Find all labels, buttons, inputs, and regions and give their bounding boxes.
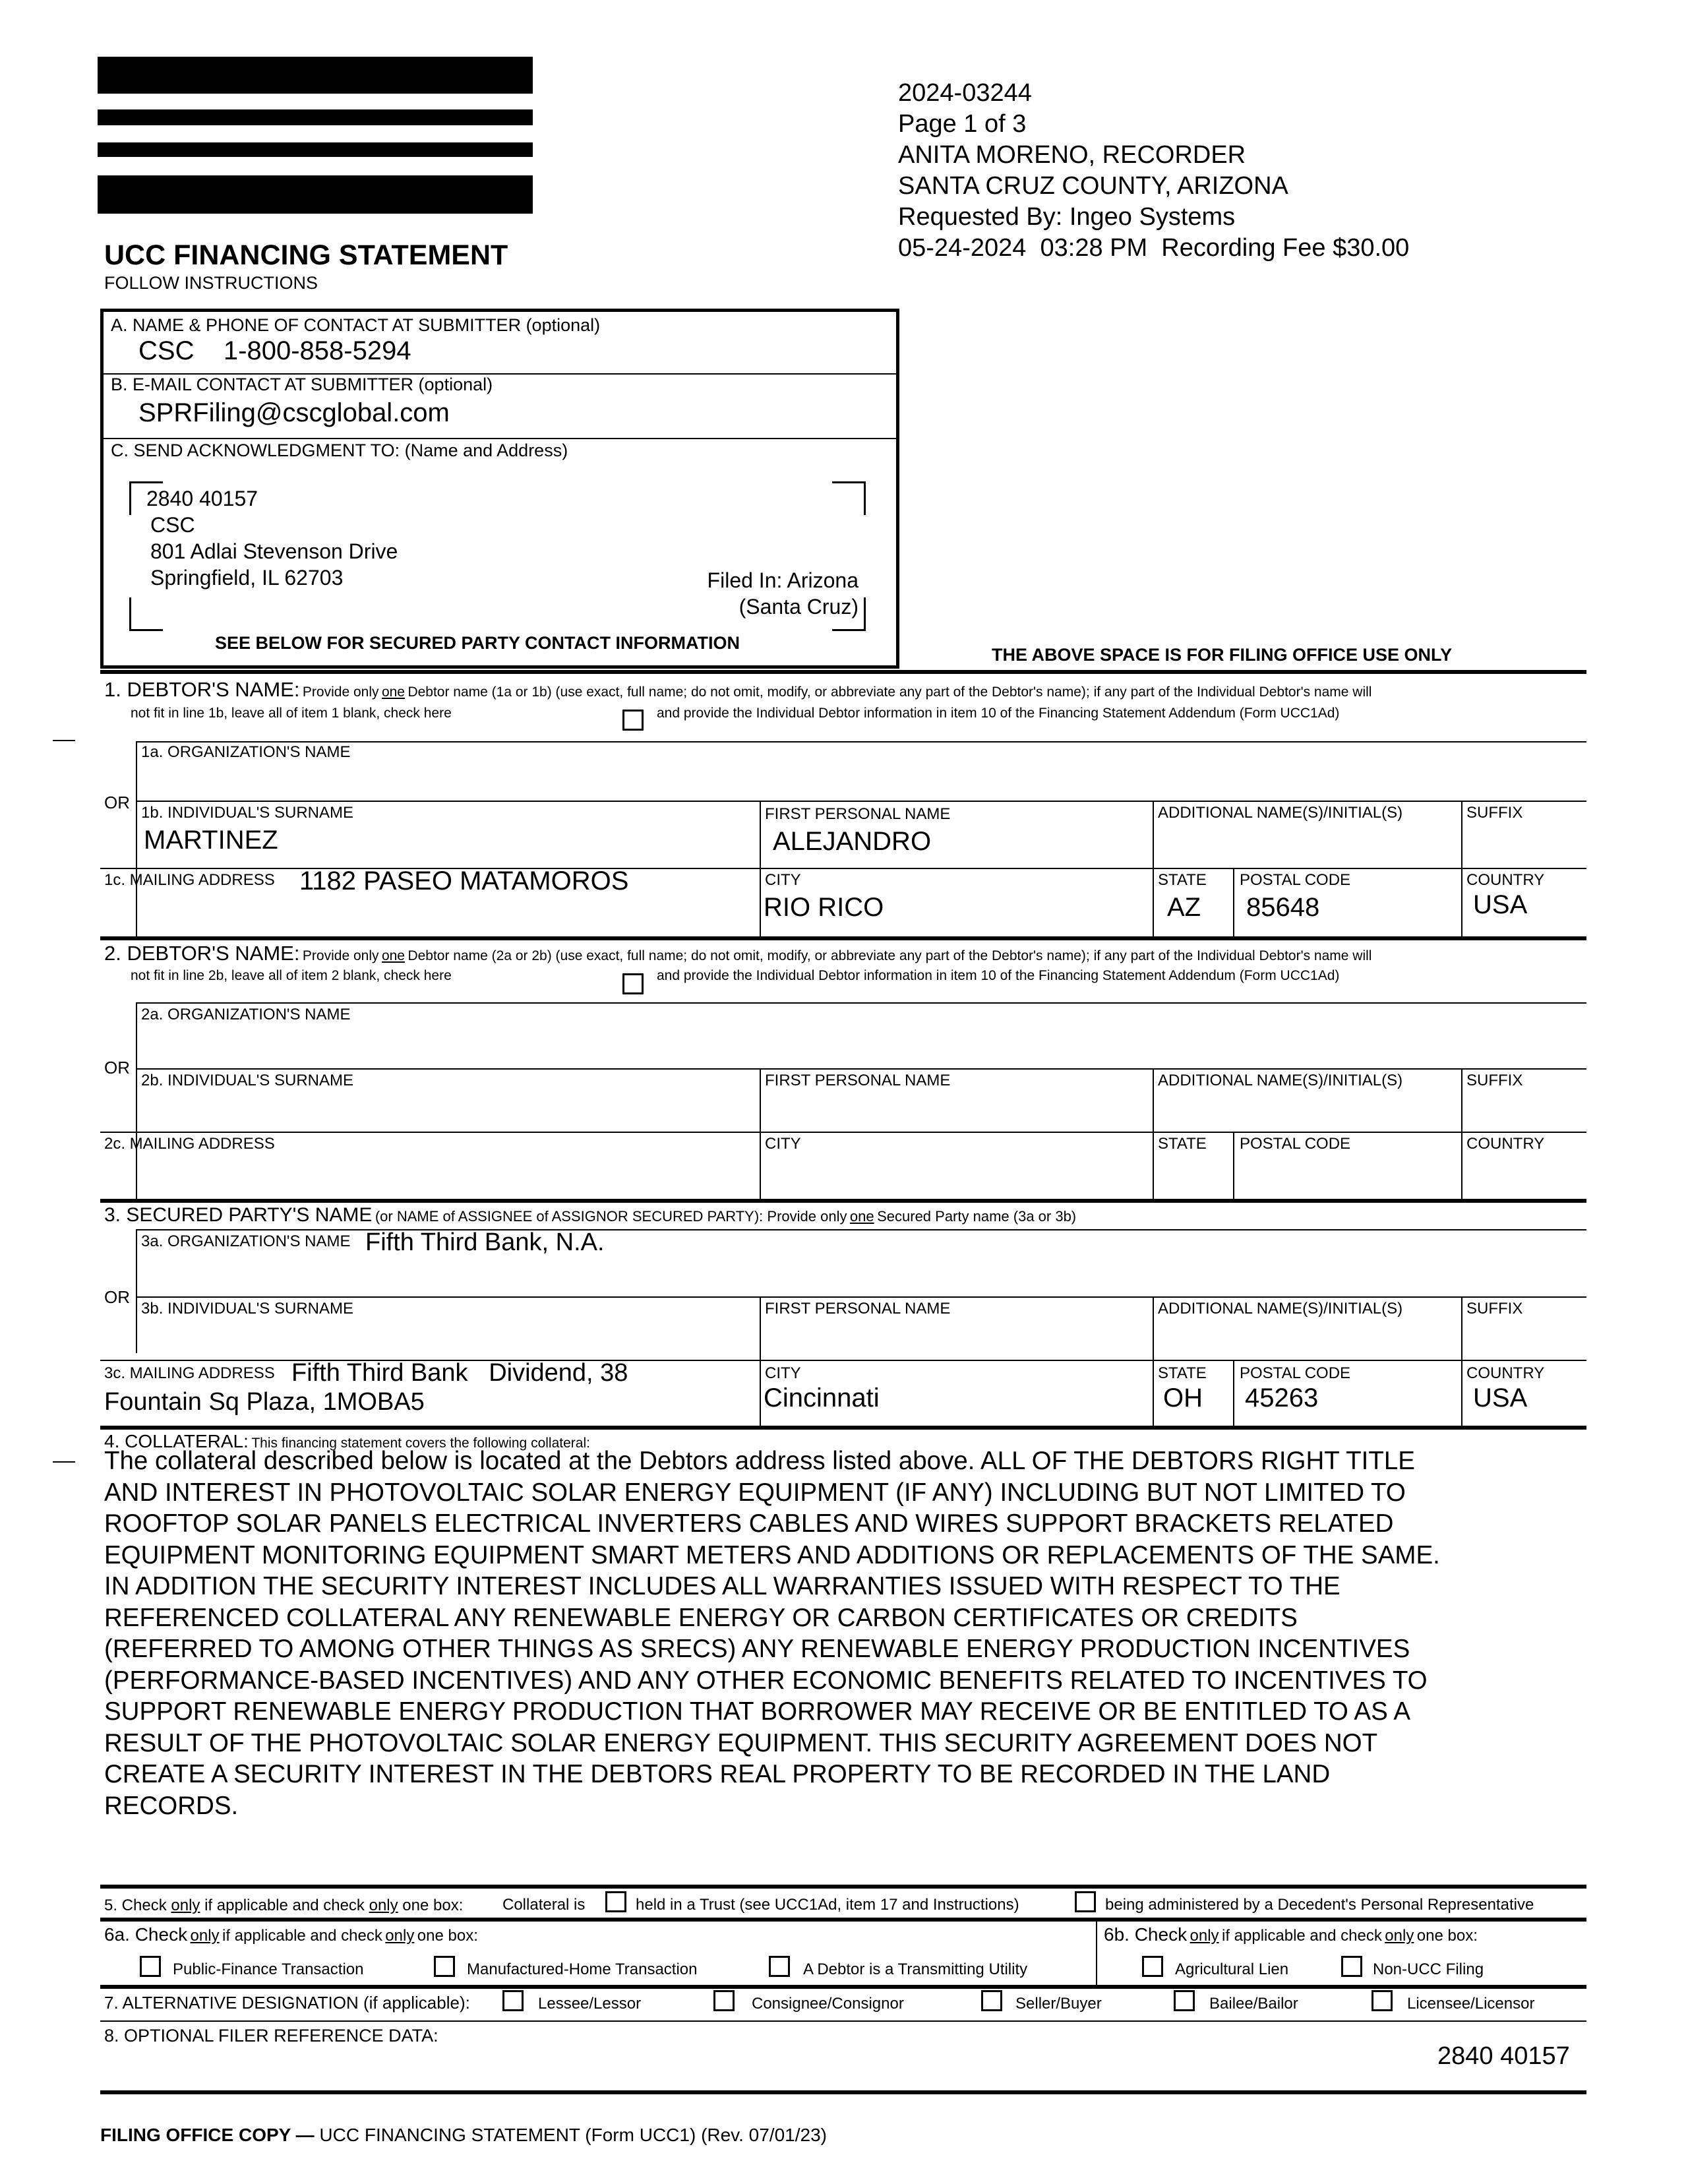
debtor1-suffix-label: SUFFIX <box>1466 804 1523 822</box>
item6a-only-2: only <box>385 1927 415 1945</box>
ack-line-street: 801 Adlai Stevenson Drive <box>150 539 398 563</box>
secured-or: OR <box>104 1287 130 1307</box>
secured-postal-label: POSTAL CODE <box>1240 1364 1351 1382</box>
margin-tick-2 <box>53 1461 75 1463</box>
debtor2-state-label: STATE <box>1158 1135 1207 1153</box>
margin-tick-1 <box>53 740 75 741</box>
filed-in <box>659 567 859 620</box>
debtor2-addl-label: ADDITIONAL NAME(S)/INITIAL(S) <box>1158 1072 1403 1089</box>
secured-addl-label: ADDITIONAL NAME(S)/INITIAL(S) <box>1158 1300 1403 1318</box>
debtor2-title: 2. DEBTOR'S NAME: <box>104 942 300 965</box>
item7-seller-checkbox[interactable] <box>981 1990 1002 2011</box>
item6a-only-1: only <box>190 1927 220 1945</box>
recorder-name: ANITA MORENO, RECORDER <box>898 141 1246 169</box>
ack-address <box>146 485 398 591</box>
item6b-non-ucc-checkbox[interactable] <box>1341 1956 1362 1977</box>
recording-stamp <box>898 78 1409 264</box>
email-label: B. E-MAIL CONTACT AT SUBMITTER (optional) <box>111 375 493 394</box>
item5-decedent-checkbox[interactable] <box>1075 1891 1096 1912</box>
item7-licensee-label: Licensee/Licensor <box>1407 1995 1535 2013</box>
item6a-transmitting-utility-label: A Debtor is a Transmitting Utility <box>803 1960 1028 1978</box>
debtor1-instr-c: not fit in line 1b, leave all of item 1 blank, check here <box>131 706 452 721</box>
contact-name-phone: CSC 1-800-858-5294 <box>138 336 411 365</box>
item5-only-1: only <box>171 1896 200 1914</box>
debtor1-header <box>104 678 1372 702</box>
debtor2-instr-c: not fit in line 2b, leave all of item 2 blank, check here <box>131 968 452 983</box>
ack-line-city: Springfield, IL 62703 <box>150 566 344 590</box>
footer-copy-label: FILING OFFICE COPY — <box>100 2125 315 2145</box>
debtor1-state: AZ <box>1167 893 1201 922</box>
item6a-label-a: 6a. Check <box>104 1924 188 1945</box>
debtor1-surname: MARTINEZ <box>144 826 278 855</box>
debtor1-state-label: STATE <box>1158 871 1207 889</box>
item7-consignee-label: Consignee/Consignor <box>752 1995 904 2013</box>
item7-lessee-checkbox[interactable] <box>502 1990 524 2011</box>
item5-only-2: only <box>369 1896 398 1914</box>
secured-mail-label: 3c. MAILING ADDRESS <box>104 1364 275 1382</box>
debtor1-addendum-checkbox[interactable] <box>622 710 644 731</box>
debtor2-instr-a: Provide only <box>302 948 379 963</box>
ack-corner-bl <box>129 597 163 631</box>
contact-name-label: A. NAME & PHONE OF CONTACT AT SUBMITTER (optional) <box>111 315 601 335</box>
debtor2-org-label: 2a. ORGANIZATION'S NAME <box>141 1006 351 1023</box>
item7-label: 7. ALTERNATIVE DESIGNATION (if applicable): <box>104 1993 470 2013</box>
item6b-agricultural-lien-checkbox[interactable] <box>1142 1956 1163 1977</box>
secured-postal: 45263 <box>1245 1383 1319 1412</box>
follow-instructions: FOLLOW INSTRUCTIONS <box>104 273 318 293</box>
item6a-manufactured-home-label: Manufactured-Home Transaction <box>467 1960 698 1978</box>
item5-trust-label: held in a Trust (see UCC1Ad, item 17 and Instructions) <box>636 1896 1019 1914</box>
secured-org-name: Fifth Third Bank, N.A. <box>365 1228 605 1256</box>
secured-city-label: CITY <box>765 1364 801 1382</box>
footer-form-name: UCC FINANCING STATEMENT (Form UCC1) (Rev. 07/01/23) <box>319 2125 827 2145</box>
debtor2-instr-b: Debtor name (2a or 2b) (use exact, full name; do not omit, modify, or abbreviate any part of the Debtor's name); if any part of the Individual Debtor's name will <box>407 948 1372 963</box>
item7-seller-label: Seller/Buyer <box>1015 1995 1102 2013</box>
secured-country-label: COUNTRY <box>1466 1364 1545 1382</box>
recording-datetime-fee: 05-24-2024 03:28 PM Recording Fee $30.00 <box>898 234 1410 262</box>
filing-office-use-note: THE ABOVE SPACE IS FOR FILING OFFICE USE ONLY <box>992 645 1453 665</box>
collateral-title: 4. COLLATERAL: <box>104 1431 249 1451</box>
item6b-label-c: one box: <box>1416 1927 1478 1945</box>
item8-label: 8. OPTIONAL FILER REFERENCE DATA: <box>104 2026 438 2046</box>
debtor2-postal-label: POSTAL CODE <box>1240 1135 1351 1153</box>
debtor1-postal-label: POSTAL CODE <box>1240 871 1351 889</box>
item6b-non-ucc-label: Non-UCC Filing <box>1373 1960 1484 1978</box>
debtor1-city: RIO RICO <box>764 893 884 922</box>
item6a-transmitting-utility-checkbox[interactable] <box>769 1956 790 1977</box>
ack-line-ref: 2840 40157 <box>146 487 258 510</box>
item6b-label-b: if applicable and check <box>1222 1927 1382 1945</box>
filed-in-county: (Santa Cruz) <box>738 595 859 619</box>
debtor2-instr-d: and provide the Individual Debtor information in item 10 of the Financing Statement Addendum (Form UCC1Ad) <box>657 968 1340 983</box>
header-black-bar-2 <box>98 109 533 125</box>
header-black-bar-1 <box>98 57 533 94</box>
see-below-note: SEE BELOW FOR SECURED PARTY CONTACT INFORMATION <box>215 633 740 653</box>
debtor2-or: OR <box>104 1058 130 1077</box>
form-title: UCC FINANCING STATEMENT <box>104 239 508 271</box>
secured-header <box>104 1204 1076 1227</box>
debtor2-instr-one: one <box>381 948 405 963</box>
item7-bailee-label: Bailee/Bailor <box>1209 1995 1298 2013</box>
debtor2-mail-label: 2c. MAILING ADDRESS <box>104 1135 275 1153</box>
secured-surname-label: 3b. INDIVIDUAL'S SURNAME <box>141 1300 353 1318</box>
item7-licensee-checkbox[interactable] <box>1372 1990 1393 2011</box>
debtor1-country: USA <box>1473 890 1528 919</box>
ack-label: C. SEND ACKNOWLEDGMENT TO: (Name and Address) <box>111 440 568 460</box>
debtor2-surname-label: 2b. INDIVIDUAL'S SURNAME <box>141 1072 353 1089</box>
debtor1-title: 1. DEBTOR'S NAME: <box>104 678 300 701</box>
debtor1-first-label: FIRST PERSONAL NAME <box>765 805 951 823</box>
debtor1-mail: 1182 PASEO MATAMOROS <box>299 866 629 895</box>
debtor1-instr-one: one <box>381 684 405 700</box>
secured-first-label: FIRST PERSONAL NAME <box>765 1300 951 1318</box>
item5-trust-checkbox[interactable] <box>605 1891 626 1912</box>
secured-instr-a: (or NAME of ASSIGNEE of ASSIGNOR SECURED PARTY): Provide only <box>375 1208 847 1225</box>
secured-org-label: 3a. ORGANIZATION'S NAME <box>141 1232 351 1250</box>
item6a-manufactured-home-checkbox[interactable] <box>434 1956 455 1977</box>
item6a-label <box>104 1924 478 1945</box>
debtor1-or: OR <box>104 793 130 812</box>
ack-line-name: CSC <box>150 513 195 537</box>
secured-title: 3. SECURED PARTY'S NAME <box>104 1204 373 1226</box>
recording-county: SANTA CRUZ COUNTY, ARIZONA <box>898 172 1288 200</box>
secured-instr-one: one <box>849 1208 874 1225</box>
debtor2-suffix-label: SUFFIX <box>1466 1072 1523 1089</box>
secured-mail-line1: Fifth Third Bank Dividend, 38 <box>291 1359 628 1387</box>
item6b-label-a: 6b. Check <box>1104 1924 1188 1945</box>
item5-label <box>104 1896 463 1915</box>
item6b-agricultural-lien-label: Agricultural Lien <box>1175 1960 1289 1978</box>
item6a-public-finance-label: Public-Finance Transaction <box>173 1960 364 1978</box>
debtor1-first-name: ALEJANDRO <box>773 827 932 856</box>
debtor2-first-label: FIRST PERSONAL NAME <box>765 1072 951 1089</box>
debtor1-instr-b: Debtor name (1a or 1b) (use exact, full name; do not omit, modify, or abbreviate any part of the Debtor's name); if any part of the Individual Debtor's name will <box>407 684 1372 700</box>
debtor1-surname-label: 1b. INDIVIDUAL'S SURNAME <box>141 804 353 822</box>
page-count: Page 1 of 3 <box>898 110 1027 138</box>
header-black-bar-4 <box>98 175 533 214</box>
item5-label-b: if applicable and check <box>204 1896 365 1914</box>
item6a-public-finance-checkbox[interactable] <box>140 1956 161 1977</box>
secured-suffix-label: SUFFIX <box>1466 1300 1523 1318</box>
item6b-label <box>1104 1924 1478 1945</box>
debtor2-city-label: CITY <box>765 1135 801 1153</box>
item5-label-c: one box: <box>402 1896 464 1914</box>
debtor1-mail-label: 1c. MAILING ADDRESS <box>104 871 275 889</box>
item6a-label-c: one box: <box>417 1927 478 1945</box>
doc-number: 2024-03244 <box>898 79 1032 107</box>
debtor1-postal: 85648 <box>1246 893 1320 922</box>
footer <box>100 2125 827 2146</box>
item6b-only-2: only <box>1385 1927 1414 1945</box>
debtor2-addendum-checkbox[interactable] <box>622 973 644 994</box>
filed-in-state: Filed In: Arizona <box>707 568 859 592</box>
debtor1-country-label: COUNTRY <box>1466 871 1545 889</box>
contact-email: SPRFiling@cscglobal.com <box>138 398 450 427</box>
secured-instr-b: Secured Party name (3a or 3b) <box>877 1208 1077 1225</box>
debtor1-org-label: 1a. ORGANIZATION'S NAME <box>141 743 351 761</box>
debtor1-city-label: CITY <box>765 871 801 889</box>
secured-state-label: STATE <box>1158 1364 1207 1382</box>
debtor2-header <box>104 942 1372 965</box>
debtor1-instr-a: Provide only <box>302 684 379 700</box>
item7-lessee-label: Lessee/Lessor <box>538 1995 642 2013</box>
item7-consignee-checkbox[interactable] <box>713 1990 735 2011</box>
debtor1-instr-d: and provide the Individual Debtor information in item 10 of the Financing Statement Addendum (Form UCC1Ad) <box>657 706 1340 721</box>
collateral-instr: This financing statement covers the following collateral: <box>251 1436 590 1451</box>
debtor1-addl-label: ADDITIONAL NAME(S)/INITIAL(S) <box>1158 804 1403 822</box>
debtor2-country-label: COUNTRY <box>1466 1135 1545 1153</box>
item7-bailee-checkbox[interactable] <box>1174 1990 1195 2011</box>
item6a-label-b: if applicable and check <box>222 1927 382 1945</box>
item6b-only-1: only <box>1190 1927 1219 1945</box>
secured-state: OH <box>1163 1383 1203 1412</box>
item5-decedent-label: being administered by a Decedent's Personal Representative <box>1105 1896 1534 1914</box>
secured-city: Cincinnati <box>764 1383 880 1412</box>
item5-label-a: 5. Check <box>104 1896 167 1914</box>
header-black-bar-3 <box>98 142 533 157</box>
item5-collateral-is: Collateral is <box>502 1896 586 1914</box>
secured-country: USA <box>1473 1383 1528 1412</box>
secured-mail-line2: Fountain Sq Plaza, 1MOBA5 <box>104 1388 425 1416</box>
item8-reference: 2840 40157 <box>1437 2042 1570 2070</box>
collateral-description: The collateral described below is located at the Debtors address listed above. ALL OF THE DEBTORS RIGHT TITLE AND INTEREST IN PHOTOVOLTAIC SOLAR ENERGY EQUIPMENT (IF ANY) INCLUDING BUT NOT LIMITED TO ROOFTOP SOLAR PANELS ELECTRICAL INVERTERS CABLES AND WIRES SUPPORT BRACKETS RELATED EQUIPMENT MONITORING EQUIPMENT SMART METERS AND ADDITIONS OR REPLACEMENTS OF THE SAME. IN ADDITION THE SECURITY INTEREST INCLUDES ALL WARRANTIES ISSUED WITH RESPECT TO THE REFERENCED COLLATERAL ANY RENEWABLE ENERGY OR CARBON CERTIFICATES OR CREDITS (REFERRED TO AMONG OTHER THINGS AS SRECS) ANY RENEWABLE ENERGY PRODUCTION INCENTIVES (PERFORMANCE-BASED INCENTIVES) AND ANY OTHER ECONOMIC BENEFITS RELATED TO INCENTIVES TO SUPPORT RENEWABLE ENERGY PRODUCTION THAT BORROWER MAY RECEIVE OR BE ENTITLED TO AS A RESULT OF THE PHOTOVOLTAIC SOLAR ENERGY EQUIPMENT. THIS SECURITY AGREEMENT DOES NOT CREATE A SECURITY INTEREST IN THE DEBTORS REAL PROPERTY TO BE RECORDED IN THE LAND RECORDS. <box>104 1447 1440 1820</box>
requested-by: Requested By: Ingeo Systems <box>898 203 1236 231</box>
ack-corner-tr <box>832 481 866 515</box>
